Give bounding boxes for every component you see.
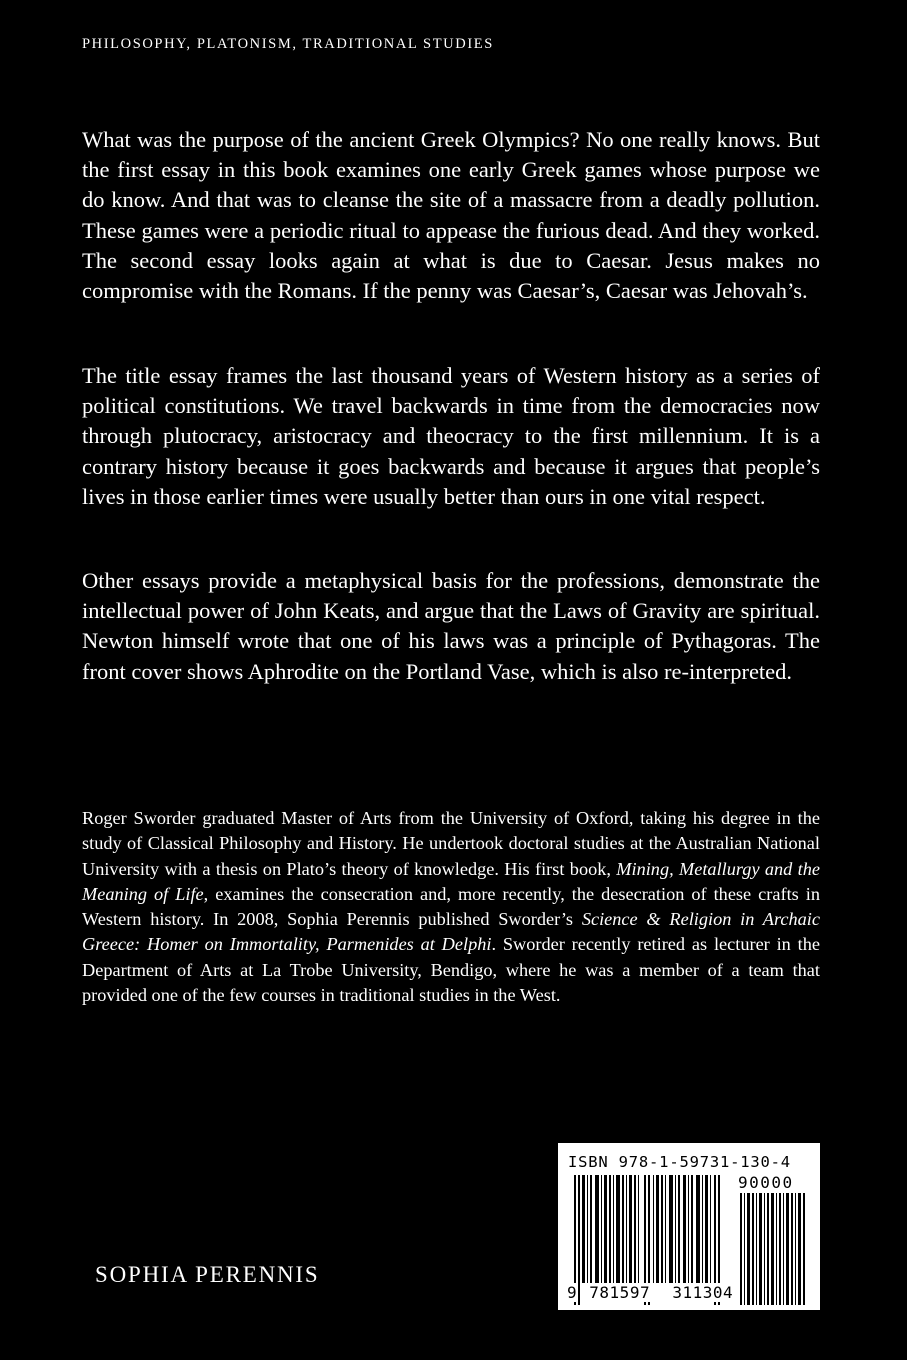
book-title-1: Mining, Metallurgy and the Meaning of Life (82, 858, 820, 904)
bio-text-2: , examines the consecration and, more recently, the desecration of these crafts in Western history. In 2008, Sophia Perennis published Sworder’s (82, 883, 820, 930)
blurb-paragraph-2: The title essay frames the last thousand years of Western history as a series of political constitutions. We travel backwards in time from the democracies now through plutocracy, aristocracy and theocracy to the first millennium. It is a contrary history because it goes backwards and because it argues that people’s lives in those earlier times were usually better than ours in one vital respect. (82, 363, 820, 509)
bio-text-3: . Sworder recently retired as lecturer in the Department of Arts at La Trobe University, Bendigo, where he was a member of a team that provided one of the few courses in traditional studies in the West. (82, 934, 820, 1006)
blurb-paragraph-1: What was the purpose of the ancient Greek Olympics? No one really knows. But the first essay in this book examines one early Greek games whose purpose we do know. And that was to cleanse the site of a massacre from a deadly pollution. These games were a periodic ritual to appease the furious dead. And they worked. The second essay looks again at what is due to Caesar. Jesus makes no compromise with the Romans. If the penny was Caesar’s, Caesar was Jehovah’s. (82, 127, 820, 304)
isbn-label: ISBN 978-1-59731-130-4 (568, 1153, 791, 1171)
addon-barcode-bars-icon (738, 1193, 810, 1305)
isbn-barcode (558, 1143, 820, 1310)
ean-right-group: 311304 (672, 1283, 734, 1302)
publisher-name: SOPHIA PERENNIS (95, 1262, 320, 1287)
ean-left-group: 781597 (589, 1283, 651, 1302)
ean-first-digit: 9 (567, 1283, 578, 1302)
price-code: 90000 (738, 1173, 794, 1192)
author-bio (82, 806, 820, 1008)
book-title-2: Science & Religion in Archaic Greece: Homer on Immortality, Parmenides at Delphi (82, 909, 820, 955)
ean-digits (566, 1283, 734, 1302)
bio-text-1: Roger Sworder graduated Master of Arts from the University of Oxford, taking his degree in the study of Classical Philosophy and History. He undertook doctoral studies at the Australian National University with a thesis on Plato’s theory of knowledge. His first book, (82, 808, 820, 879)
blurb-paragraph-3: Other essays provide a metaphysical basis for the professions, demonstrate the intellectual power of John Keats, and argue that the Laws of Gravity are spiritual. Newton himself wrote that one of his laws was a principle of Pythagoras. The front cover shows Aphrodite on the Portland Vase, which is also re-interpreted. (82, 568, 820, 684)
category-label: PHILOSOPHY, PLATONISM, TRADITIONAL STUDIES (82, 36, 494, 52)
